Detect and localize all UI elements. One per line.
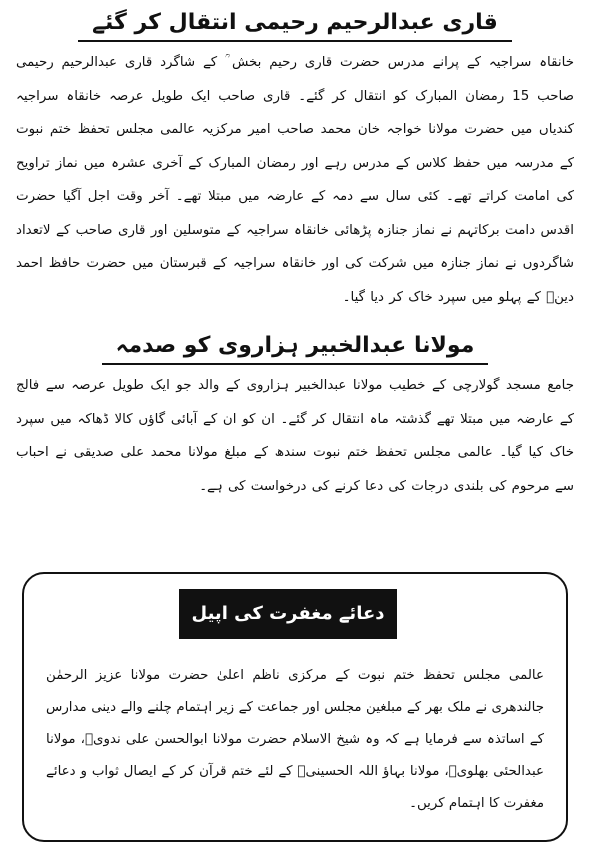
appeal-title: دعائے مغفرت کی اپیل — [179, 589, 397, 639]
section1-title: قاری عبدالرحیم رحیمی انتقال کر گئے — [78, 8, 512, 42]
section2-heading — [0, 331, 590, 365]
section2-title: مولانا عبدالخبیر ہزاروی کو صدمہ — [102, 331, 489, 365]
section2-body: جامع مسجد گولارچی کے خطیب مولانا عبدالخبیر ہزاروی کے والد جو ایک طویل عرصہ سے فالج کے عارضہ میں مبتلا تھے گذشتہ ماہ انتقال کر گئے۔ ان کو ان کے آبائی گاؤں کالا ڈھاکہ میں سپرد خاک کیا گیا۔ عالمی مجلس تحفظ ختم نبوت سندھ کے مبلغ مولانا محمد علی صدیقی نے احباب سے مرحوم کی بلندی درجات کی دعا کرنے کی درخواست کی ہے۔ — [16, 378, 574, 494]
appeal-body: عالمی مجلس تحفظ ختم نبوت کے مرکزی ناظم اعلیٰ حضرت مولانا عزیز الرحمٰن جالندھری نے ملک بھر کے مبلغین مجلس اور جماعت کے زیر اہتمام چلنے والے دینی مدارس کے اساتذہ سے فرمایا ہے کہ وہ شیخ الاسلام حضرت مولانا ابوالحسن علی ندویؒ، مولانا عبدالحئی بھلویؒ، مولانا بہاؤ اللہ الحسینیؒ کے لئے ختم قرآن کر کے ایصال ثواب و دعائے مغفرت کا اہتمام کریں۔ — [46, 668, 544, 811]
section1-heading — [0, 8, 590, 42]
section1-body: خانقاہ سراجیہ کے پرانے مدرس حضرت قاری رحیم بخش ؒ کے شاگرد قاری عبدالرحیم رحیمی صاحب 15 رمضان المبارک کو انتقال کر گئے۔ قاری صاحب ایک طویل عرصہ خانقاہ سراجیہ کندیاں میں حضرت مولانا خواجہ خان محمد صاحب امیر مرکزیہ عالمی مجلس تحفظ ختم نبوت کے مدرسہ میں حفظ کلاس کے مدرس رہے اور رمضان المبارک کے آخری عشرہ میں نماز تراویح کی امامت کراتے تھے۔ کئی سال سے دمہ کے عارضہ میں مبتلا تھے۔ آخر وقت اجل آگیا حضرت اقدس دامت برکاتہم نے نماز جنازہ پڑھائی خانقاہ سراجیہ کے متوسلین اور قاری صاحب کے لاتعداد شاگردوں نے نماز جنازہ میں شرکت کی اور خانقاہ سراجیہ کے قبرستان میں حضرت حافظ احمد دینؒ کے پہلو میں سپرد خاک کر دیا گیا۔ — [16, 55, 574, 305]
appeal-box — [22, 572, 568, 842]
